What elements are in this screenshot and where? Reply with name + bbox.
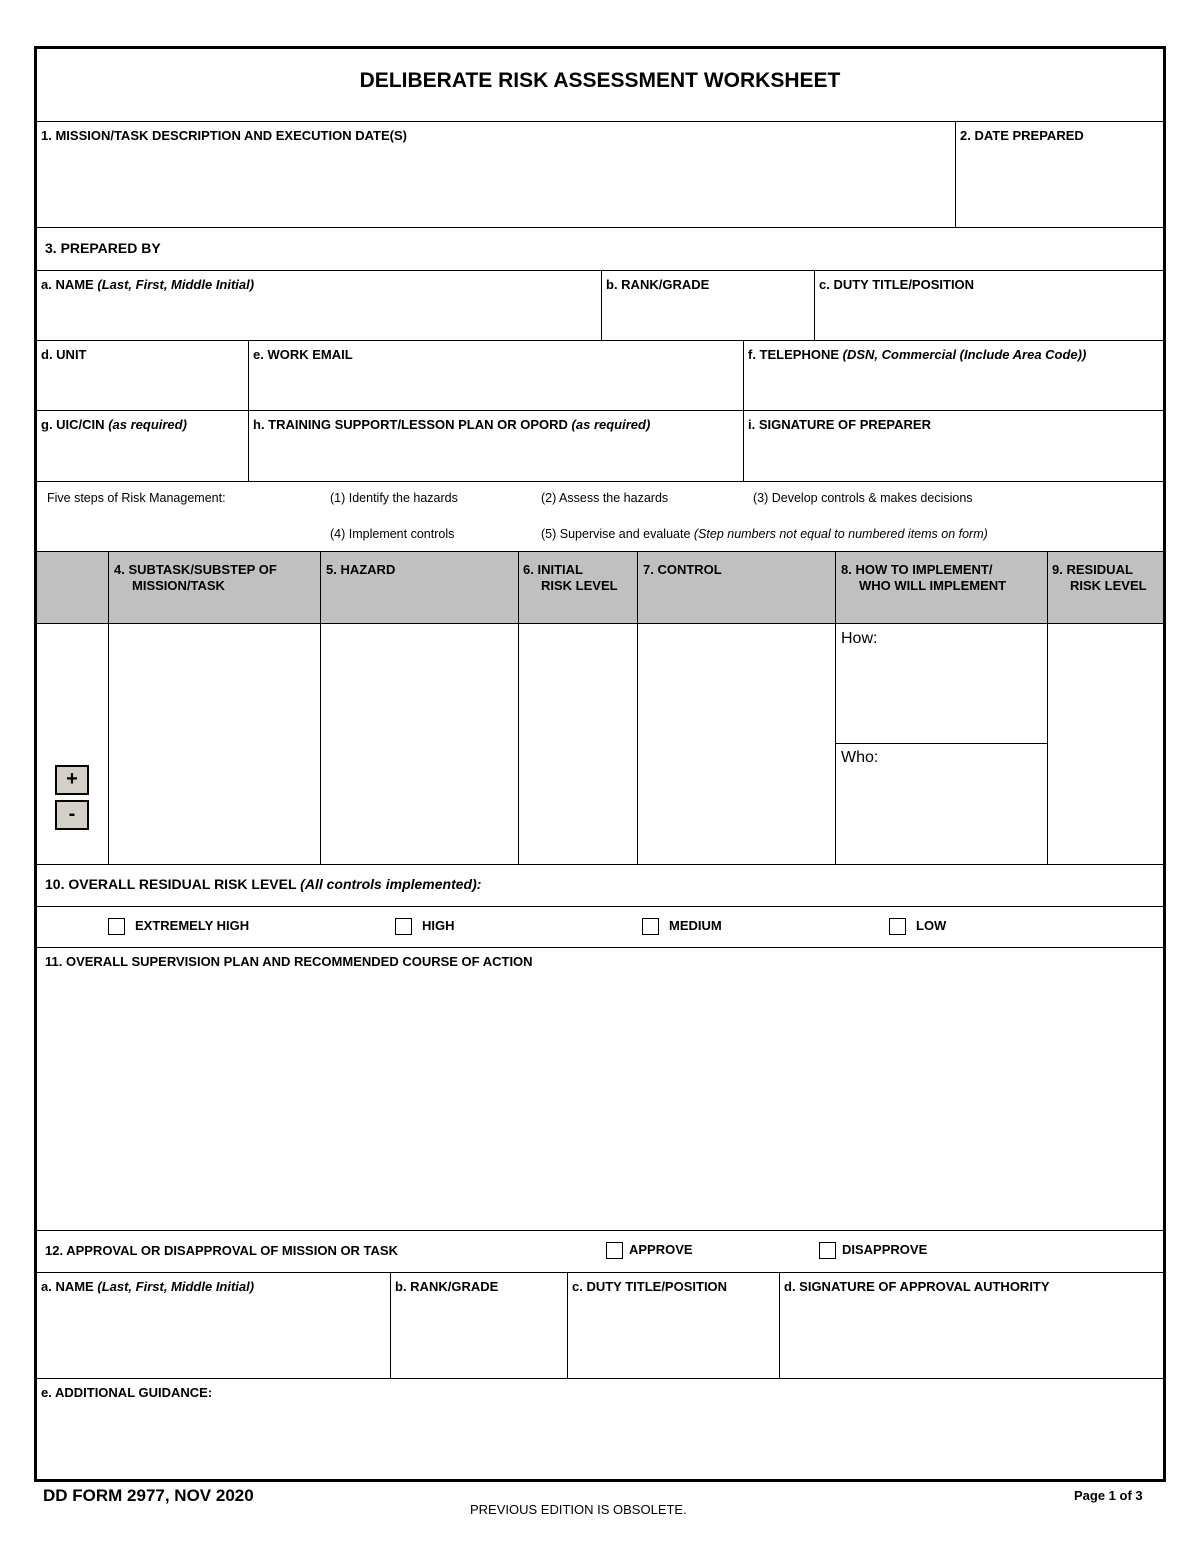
preparer-name-label: a. NAME (Last, First, Middle Initial) bbox=[41, 277, 255, 292]
col-hazard-header: 5. HAZARD bbox=[326, 562, 396, 577]
approver-signature-label: d. SIGNATURE OF APPROVAL AUTHORITY bbox=[784, 1279, 1050, 1294]
mission-label: 1. MISSION/TASK DESCRIPTION AND EXECUTION DATE(S) bbox=[41, 128, 407, 143]
step-5-line: (5) Supervise and evaluate (Step numbers not equal to numbered items on form) bbox=[541, 527, 988, 541]
how-label: How: bbox=[841, 630, 878, 647]
approver-rank-label: b. RANK/GRADE bbox=[395, 1279, 499, 1294]
supervision-plan-label: 11. OVERALL SUPERVISION PLAN AND RECOMMENDED COURSE OF ACTION bbox=[45, 954, 533, 969]
preparer-name-field[interactable] bbox=[37, 271, 601, 340]
additional-guidance-field[interactable] bbox=[37, 1405, 1164, 1479]
divider bbox=[37, 481, 1163, 482]
approver-duty-label: c. DUTY TITLE/POSITION bbox=[572, 1279, 728, 1294]
uic-field[interactable] bbox=[37, 411, 248, 481]
divider bbox=[37, 1230, 1163, 1231]
step-3: (3) Develop controls & makes decisions bbox=[753, 491, 973, 505]
risk-medium-option[interactable]: MEDIUM bbox=[642, 916, 722, 936]
risk-extremely-high-option[interactable]: EXTREMELY HIGH bbox=[108, 916, 249, 936]
checkbox[interactable] bbox=[819, 1242, 836, 1259]
previous-edition-note: PREVIOUS EDITION IS OBSOLETE. bbox=[470, 1502, 687, 1517]
residual-risk-cell[interactable] bbox=[1048, 624, 1164, 864]
divider bbox=[37, 1378, 1163, 1379]
telephone-field[interactable] bbox=[744, 341, 1164, 410]
step-2: (2) Assess the hazards bbox=[541, 491, 669, 505]
checkbox[interactable] bbox=[889, 918, 906, 935]
steps-intro: Five steps of Risk Management: bbox=[47, 491, 226, 505]
page-number: Page 1 of 3 bbox=[1074, 1488, 1143, 1503]
divider bbox=[37, 906, 1163, 907]
work-email-field[interactable] bbox=[249, 341, 743, 410]
checkbox[interactable] bbox=[606, 1242, 623, 1259]
training-support-field[interactable] bbox=[249, 411, 743, 481]
control-cell[interactable] bbox=[638, 624, 835, 864]
date-prepared-label: 2. DATE PREPARED bbox=[960, 128, 1084, 143]
disapprove-option[interactable]: DISAPPROVE bbox=[819, 1240, 927, 1260]
remove-row-button[interactable]: - bbox=[55, 800, 89, 830]
who-cell[interactable] bbox=[836, 744, 1047, 864]
approver-name-field[interactable] bbox=[37, 1273, 390, 1378]
col-initial-risk-header: 6. INITIAL RISK LEVEL bbox=[523, 562, 618, 593]
step-1: (1) Identify the hazards bbox=[330, 491, 458, 505]
unit-label: d. UNIT bbox=[41, 347, 87, 362]
col-control-header: 7. CONTROL bbox=[643, 562, 722, 577]
checkbox[interactable] bbox=[642, 918, 659, 935]
col-subtask-header: 4. SUBTASK/SUBSTEP OF MISSION/TASK bbox=[114, 562, 277, 593]
prepared-by-header: 3. PREPARED BY bbox=[45, 240, 161, 256]
divider bbox=[37, 864, 1163, 865]
form-title: DELIBERATE RISK ASSESSMENT WORKSHEET bbox=[359, 69, 841, 92]
approver-signature-field[interactable] bbox=[780, 1273, 1164, 1378]
risk-assessment-form bbox=[34, 46, 1166, 1482]
date-prepared-field[interactable] bbox=[956, 122, 1164, 227]
who-label: Who: bbox=[841, 749, 879, 766]
how-cell[interactable] bbox=[836, 624, 1047, 743]
checkbox[interactable] bbox=[108, 918, 125, 935]
uic-label: g. UIC/CIN (as required) bbox=[41, 417, 187, 432]
approval-label: 12. APPROVAL OR DISAPPROVAL OF MISSION OR TASK bbox=[45, 1243, 398, 1258]
divider bbox=[37, 947, 1163, 948]
telephone-label: f. TELEPHONE (DSN, Commercial (Include Area Code)) bbox=[748, 347, 1087, 362]
preparer-rank-field[interactable] bbox=[602, 271, 814, 340]
training-support-label: h. TRAINING SUPPORT/LESSON PLAN OR OPORD (as required) bbox=[253, 417, 651, 432]
subtask-cell[interactable] bbox=[109, 624, 320, 864]
risk-low-option[interactable]: LOW bbox=[889, 916, 946, 936]
unit-field[interactable] bbox=[37, 341, 248, 410]
col-residual-risk-header: 9. RESIDUAL RISK LEVEL bbox=[1052, 562, 1147, 593]
step-4: (4) Implement controls bbox=[330, 527, 455, 541]
checkbox[interactable] bbox=[395, 918, 412, 935]
mission-field[interactable] bbox=[37, 122, 955, 227]
approver-duty-field[interactable] bbox=[568, 1273, 779, 1378]
approver-rank-field[interactable] bbox=[391, 1273, 567, 1378]
form-number: DD FORM 2977, NOV 2020 bbox=[43, 1486, 254, 1505]
approver-name-label: a. NAME (Last, First, Middle Initial) bbox=[41, 1279, 255, 1294]
preparer-signature-field[interactable] bbox=[744, 411, 1164, 481]
supervision-plan-field[interactable] bbox=[37, 974, 1164, 1230]
col-how-who-header: 8. HOW TO IMPLEMENT/ WHO WILL IMPLEMENT bbox=[841, 562, 1007, 593]
initial-risk-cell[interactable] bbox=[519, 624, 637, 864]
preparer-duty-label: c. DUTY TITLE/POSITION bbox=[819, 277, 975, 292]
hazard-cell[interactable] bbox=[321, 624, 518, 864]
preparer-duty-field[interactable] bbox=[815, 271, 1164, 340]
divider bbox=[37, 227, 1163, 228]
work-email-label: e. WORK EMAIL bbox=[253, 347, 353, 362]
overall-risk-label: 10. OVERALL RESIDUAL RISK LEVEL (All controls implemented): bbox=[45, 876, 482, 892]
approve-option[interactable]: APPROVE bbox=[606, 1240, 693, 1260]
preparer-rank-label: b. RANK/GRADE bbox=[606, 277, 710, 292]
add-row-button[interactable]: + bbox=[55, 765, 89, 795]
additional-guidance-label: e. ADDITIONAL GUIDANCE: bbox=[41, 1385, 213, 1400]
preparer-signature-label: i. SIGNATURE OF PREPARER bbox=[748, 417, 931, 432]
risk-high-option[interactable]: HIGH bbox=[395, 916, 455, 936]
